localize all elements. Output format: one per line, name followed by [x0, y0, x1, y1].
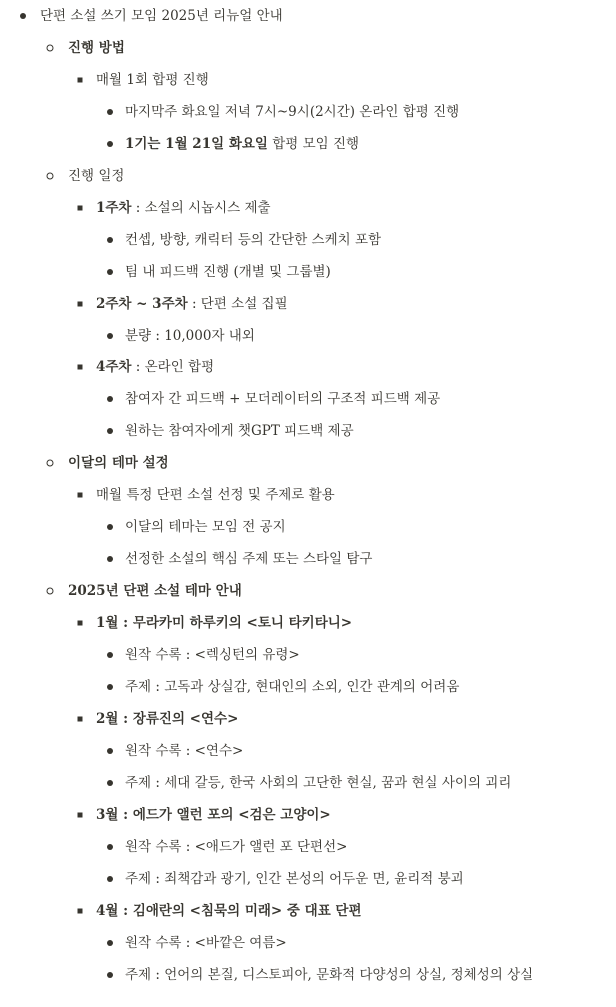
- bullet-marker-icon: [78, 621, 83, 626]
- list-item-text: [125, 389, 440, 409]
- bullet-marker-icon: [107, 524, 113, 530]
- bullet-marker-icon: [107, 109, 113, 115]
- bullet-marker-icon: [47, 588, 54, 595]
- list-item-text: [125, 933, 287, 953]
- list-item: [0, 383, 616, 415]
- list-item-text: [40, 6, 283, 26]
- text-segment: 참여자 간 피드백 + 모더레이터의 구조적 피드백 제공: [125, 391, 441, 408]
- list-item-text: [68, 581, 242, 601]
- bullet-marker-icon: [47, 172, 54, 179]
- list-item-text: [125, 134, 359, 154]
- list-item: [0, 320, 616, 352]
- list-item: [0, 96, 616, 128]
- list-item-text: [68, 166, 124, 186]
- bold-text-segment: 1월 : 무라카미 하루키의 <토니 타키타니>: [96, 615, 353, 632]
- text-segment: 선정한 소설의 핵심 주제 또는 스타일 탐구: [125, 551, 373, 568]
- bold-text-segment: 4월 : 김애란의 <침묵의 미래> 중 대표 단편: [96, 902, 362, 919]
- list-item-text: [96, 613, 352, 633]
- text-segment: 원작 수록 : <연수>: [125, 742, 244, 759]
- text-segment: 원작 수록 : <바깥은 여름>: [125, 934, 287, 951]
- text-segment: : 단편 소설 집필: [187, 295, 288, 312]
- text-segment: 분량 : 10,000자 내외: [125, 327, 255, 344]
- list-item-text: [68, 38, 125, 58]
- list-item: [0, 895, 616, 927]
- list-item-text: [125, 773, 511, 793]
- list-item-text: [96, 198, 271, 218]
- list-item-text: [96, 901, 362, 921]
- bullet-marker-icon: [107, 333, 113, 339]
- list-item: [0, 32, 616, 64]
- bullet-marker-icon: [107, 780, 113, 786]
- list-item-text: [125, 326, 255, 346]
- list-item-text: [96, 485, 335, 505]
- list-item: [0, 64, 616, 96]
- list-item: [0, 863, 616, 895]
- list-item-text: [125, 262, 331, 282]
- text-segment: 마지막주 화요일 저녁 7시~9시(2시간) 온라인 합평 진행: [125, 103, 460, 120]
- bullet-marker-icon: [107, 269, 113, 275]
- list-item-text: [68, 453, 169, 473]
- list-item-text: [125, 677, 459, 697]
- list-item-text: [96, 709, 238, 729]
- list-item-text: [125, 230, 381, 250]
- bullet-marker-icon: [20, 13, 26, 19]
- bullet-marker-icon: [107, 940, 113, 946]
- bullet-marker-icon: [107, 684, 113, 690]
- text-segment: 원하는 참여자에게 챗GPT 피드백 제공: [125, 423, 354, 440]
- text-segment: 이달의 테마는 모임 전 공지: [125, 519, 286, 536]
- bullet-marker-icon: [78, 908, 83, 913]
- list-item: [0, 511, 616, 543]
- list-item-text: [125, 517, 286, 537]
- text-segment: : 온라인 합평: [131, 359, 215, 376]
- list-item-text: [125, 965, 533, 985]
- list-item: [0, 959, 616, 991]
- bullet-marker-icon: [107, 428, 113, 434]
- bold-text-segment: 진행 방법: [68, 39, 125, 56]
- text-segment: 주제 : 고독과 상실감, 현대인의 소외, 인간 관계의 어려움: [125, 678, 460, 695]
- text-segment: 팀 내 피드백 진행 (개별 및 그룹별): [125, 263, 331, 280]
- bullet-marker-icon: [107, 748, 113, 754]
- list-item: [0, 415, 616, 447]
- bullet-marker-icon: [107, 876, 113, 882]
- text-segment: : 소설의 시놉시스 제출: [131, 199, 271, 216]
- list-item-text: [125, 421, 354, 441]
- bullet-marker-icon: [78, 205, 83, 210]
- list-item: [0, 575, 616, 607]
- list-item: [0, 607, 616, 639]
- list-item: [0, 447, 616, 479]
- list-item-text: [125, 549, 372, 569]
- list-item: [0, 639, 616, 671]
- bold-text-segment: 1주차: [96, 199, 132, 216]
- bullet-marker-icon: [78, 493, 83, 498]
- list-item: [0, 703, 616, 735]
- list-item-text: [96, 294, 288, 314]
- bullet-marker-icon: [78, 77, 83, 82]
- bullet-marker-icon: [78, 812, 83, 817]
- bullet-marker-icon: [107, 556, 113, 562]
- list-item: [0, 831, 616, 863]
- text-segment: 주제 : 세대 갈등, 한국 사회의 고단한 현실, 꿈과 현실 사이의 괴리: [125, 774, 512, 791]
- text-segment: 매월 1회 합평 진행: [96, 71, 209, 88]
- bullet-marker-icon: [107, 844, 113, 850]
- bullet-marker-icon: [107, 237, 113, 243]
- bold-text-segment: 2025년 단편 소설 테마 안내: [68, 583, 242, 600]
- bullet-marker-icon: [107, 396, 113, 402]
- list-item: [0, 671, 616, 703]
- bold-text-segment: 1기는 1월 21일 화요일: [125, 135, 268, 152]
- bold-text-segment: 3월 : 에드가 앨런 포의 <검은 고양이>: [96, 806, 331, 823]
- list-item: [0, 160, 616, 192]
- bold-text-segment: 2주차 ~ 3주차: [96, 295, 188, 312]
- list-item-text: [96, 805, 331, 825]
- list-item: [0, 288, 616, 320]
- list-item: [0, 0, 616, 32]
- text-segment: 주제 : 죄책감과 광기, 인간 본성의 어두운 면, 윤리적 붕괴: [125, 870, 464, 887]
- list-item: [0, 351, 616, 383]
- bullet-marker-icon: [107, 652, 113, 658]
- bullet-marker-icon: [78, 301, 83, 306]
- list-item-text: [96, 70, 209, 90]
- text-segment: 단편 소설 쓰기 모임 2025년 리뉴얼 안내: [40, 8, 283, 24]
- text-segment: 주제 : 언어의 본질, 디스토피아, 문화적 다양성의 상실, 정체성의 상실: [125, 966, 534, 983]
- list-item-text: [125, 102, 459, 122]
- list-item: [0, 479, 616, 511]
- text-segment: 매월 특정 단편 소설 선정 및 주제로 활용: [96, 487, 335, 504]
- text-segment: 컨셉, 방향, 캐릭터 등의 간단한 스케치 포함: [125, 231, 382, 248]
- list-item-text: [125, 741, 243, 761]
- list-item: [0, 927, 616, 959]
- list-item: [0, 224, 616, 256]
- list-item: [0, 735, 616, 767]
- list-item-text: [96, 357, 214, 377]
- text-segment: 원작 수록 : <렉싱턴의 유령>: [125, 647, 300, 663]
- bullet-marker-icon: [107, 141, 113, 147]
- list-item: [0, 767, 616, 799]
- list-item: [0, 256, 616, 288]
- bold-text-segment: 2월 : 장류진의 <연수>: [96, 710, 239, 727]
- bullet-marker-icon: [78, 365, 83, 370]
- text-segment: 합평 모임 진행: [267, 135, 360, 152]
- bold-text-segment: 4주차: [96, 359, 132, 376]
- text-segment: 진행 일정: [68, 167, 125, 184]
- bullet-marker-icon: [78, 716, 83, 721]
- bullet-marker-icon: [107, 972, 113, 978]
- list-item-text: [125, 837, 347, 857]
- bullet-marker-icon: [47, 44, 54, 51]
- list-item: [0, 543, 616, 575]
- bold-text-segment: 이달의 테마 설정: [68, 455, 169, 472]
- list-item-text: [125, 645, 300, 665]
- list-item: [0, 799, 616, 831]
- list-item-text: [125, 869, 464, 889]
- list-item: [0, 192, 616, 224]
- bullet-marker-icon: [47, 460, 54, 467]
- text-segment: 원작 수록 : <애드가 앨런 포 단편선>: [125, 838, 348, 855]
- list-item: [0, 128, 616, 160]
